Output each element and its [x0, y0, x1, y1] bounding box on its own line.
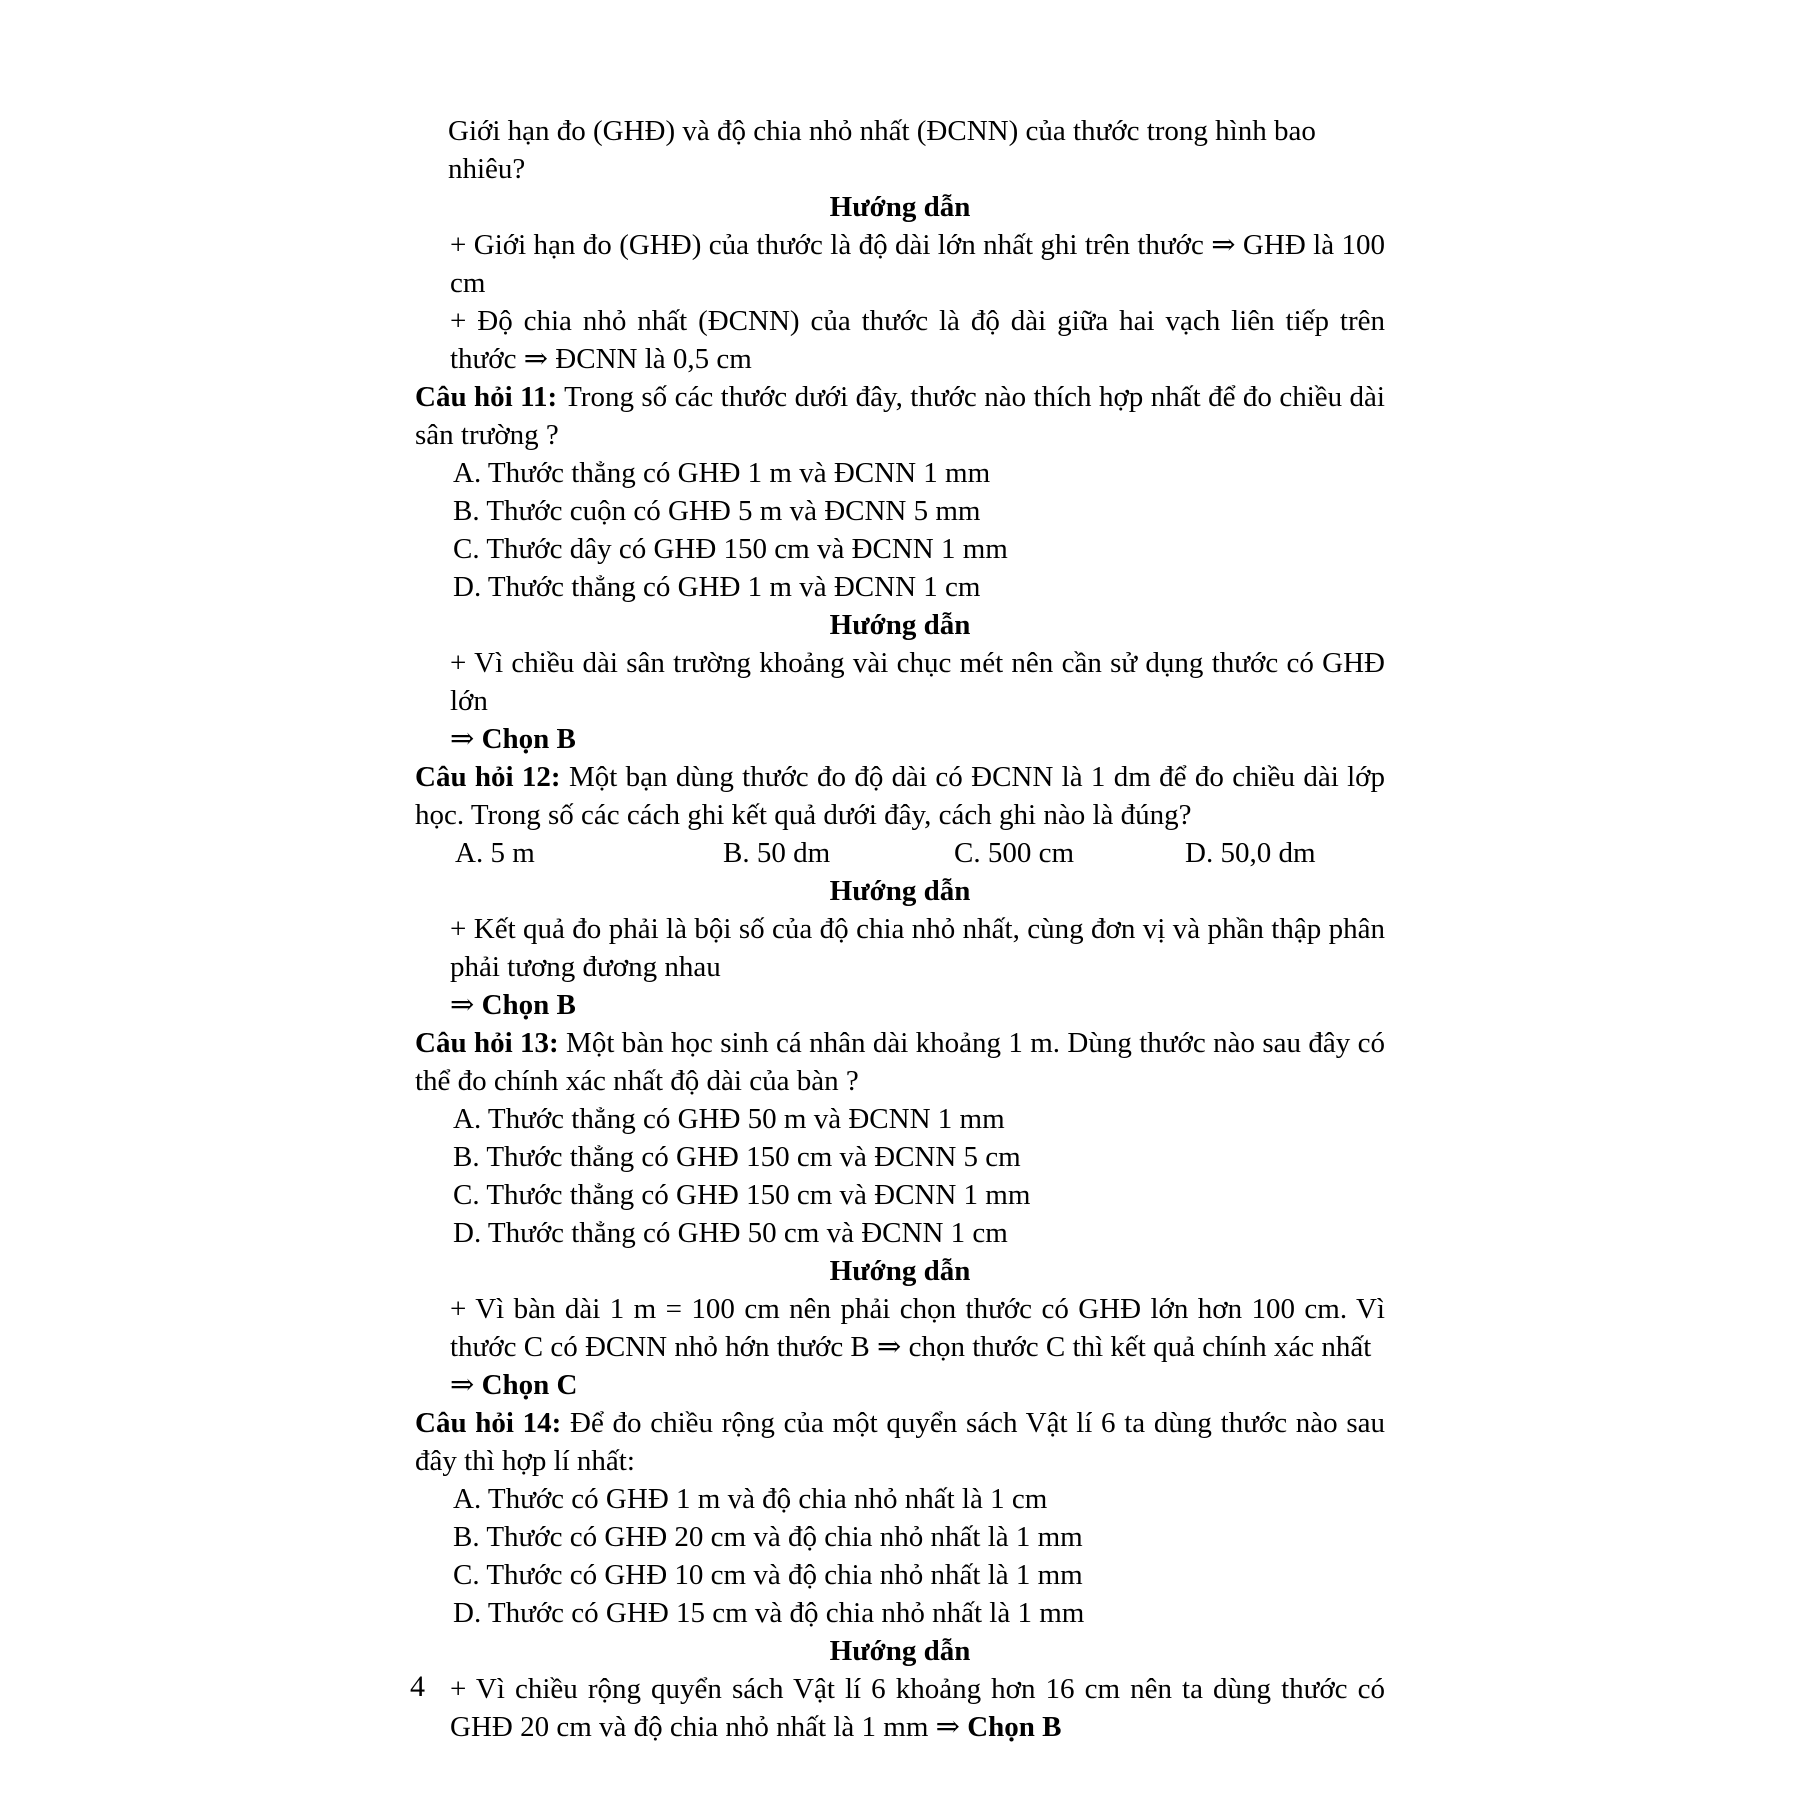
option-d: D. 50,0 dm	[1185, 837, 1316, 869]
question-text: Trong số các thước dưới đây, thước nào thích hợp nhất để đo chiều dài sân trường ?	[415, 381, 1385, 451]
solution-text: + Vì bàn dài 1 m = 100 cm nên phải chọn thước có GHĐ lớn hơn 100 cm. Vì thước C có ĐCNN nhỏ hớn thước B ⇒ chọn thước C thì kết quả chính xác nhất	[450, 1293, 1385, 1363]
intro-solution-line-2: + Độ chia nhỏ nhất (ĐCNN) của thước là độ dài giữa hai vạch liên tiếp trên thước ⇒ ĐCNN là 0,5 cm	[450, 305, 1385, 375]
answer-text: Chọn B	[481, 723, 576, 755]
implies-arrow-icon: ⇒	[450, 1369, 475, 1401]
question-block-13	[415, 1024, 1385, 1404]
option-a: A. Thước thẳng có GHĐ 50 m và ĐCNN 1 mm	[453, 1103, 1005, 1135]
option-a: A. 5 m	[455, 837, 535, 869]
question-paragraph	[415, 1404, 1385, 1480]
option-b: B. Thước có GHĐ 20 cm và độ chia nhỏ nhất là 1 mm	[453, 1521, 1083, 1553]
question-paragraph	[415, 378, 1385, 454]
page-content	[415, 112, 1385, 1746]
question-block-14	[415, 1404, 1385, 1746]
option-b: B. Thước thẳng có GHĐ 150 cm và ĐCNN 5 cm	[453, 1141, 1021, 1173]
solution-text: + Kết quả đo phải là bội số của độ chia nhỏ nhất, cùng đơn vị và phần thập phân phải tương đương nhau	[450, 913, 1385, 983]
guide-heading: Hướng dẫn	[829, 609, 971, 641]
question-label: Câu hỏi 14:	[415, 1407, 562, 1439]
option-c: C. 500 cm	[954, 837, 1075, 869]
implies-arrow-icon: ⇒	[450, 723, 475, 755]
option-d: D. Thước thẳng có GHĐ 50 cm và ĐCNN 1 cm	[453, 1217, 1008, 1249]
option-b: B. 50 dm	[723, 837, 831, 869]
answer-text: Chọn B	[967, 1711, 1062, 1743]
option-d: D. Thước có GHĐ 15 cm và độ chia nhỏ nhất là 1 mm	[453, 1597, 1085, 1629]
question-text: Một bàn học sinh cá nhân dài khoảng 1 m. Dùng thước nào sau đây có thể đo chính xác nhất độ dài của bàn ?	[415, 1027, 1385, 1097]
question-text: Để đo chiều rộng của một quyển sách Vật lí 6 ta dùng thước nào sau đây thì hợp lí nhất:	[415, 1407, 1385, 1477]
intro-question-tail: Giới hạn đo (GHĐ) và độ chia nhỏ nhất (ĐCNN) của thước trong hình bao nhiêu?	[448, 115, 1316, 185]
question-label: Câu hỏi 11:	[415, 381, 558, 413]
question-block-12	[415, 758, 1385, 1024]
solution-with-inline-answer	[450, 1670, 1385, 1746]
option-c: C. Thước dây có GHĐ 150 cm và ĐCNN 1 mm	[453, 533, 1008, 565]
answer-text: Chọn B	[481, 989, 576, 1021]
option-c: C. Thước thẳng có GHĐ 150 cm và ĐCNN 1 mm	[453, 1179, 1031, 1211]
answer-line	[450, 986, 1385, 1024]
option-c: C. Thước có GHĐ 10 cm và độ chia nhỏ nhất là 1 mm	[453, 1559, 1083, 1591]
question-paragraph	[415, 1024, 1385, 1100]
guide-heading: Hướng dẫn	[829, 875, 971, 907]
solution-text: + Vì chiều rộng quyển sách Vật lí 6 khoảng hơn 16 cm nên ta dùng thước có GHĐ 20 cm và độ chia nhỏ nhất là 1 mm	[450, 1673, 1385, 1743]
guide-heading: Hướng dẫn	[829, 191, 971, 223]
question-text: Một bạn dùng thước đo độ dài có ĐCNN là 1 dm để đo chiều dài lớp học. Trong số các cách ghi kết quả dưới đây, cách ghi nào là đúng?	[415, 761, 1385, 831]
question-label: Câu hỏi 12:	[415, 761, 561, 793]
question-paragraph	[415, 758, 1385, 834]
answer-text: Chọn C	[481, 1369, 578, 1401]
answer-line	[450, 1366, 1385, 1404]
options-row	[455, 834, 1385, 872]
option-b: B. Thước cuộn có GHĐ 5 m và ĐCNN 5 mm	[453, 495, 981, 527]
question-label: Câu hỏi 13:	[415, 1027, 559, 1059]
option-a: A. Thước có GHĐ 1 m và độ chia nhỏ nhất là 1 cm	[453, 1483, 1048, 1515]
implies-arrow-icon: ⇒	[450, 989, 475, 1021]
guide-heading: Hướng dẫn	[829, 1635, 971, 1667]
solution-text: + Vì chiều dài sân trường khoảng vài chục mét nên cần sử dụng thước có GHĐ lớn	[450, 647, 1385, 717]
question-block-11	[415, 378, 1385, 758]
option-a: A. Thước thẳng có GHĐ 1 m và ĐCNN 1 mm	[453, 457, 991, 489]
guide-heading: Hướng dẫn	[829, 1255, 971, 1287]
answer-line	[450, 720, 1385, 758]
intro-solution-line-1: + Giới hạn đo (GHĐ) của thước là độ dài lớn nhất ghi trên thước ⇒ GHĐ là 100 cm	[450, 229, 1385, 299]
implies-arrow-icon: ⇒	[935, 1711, 960, 1743]
page-number: 4	[410, 1670, 425, 1703]
option-d: D. Thước thẳng có GHĐ 1 m và ĐCNN 1 cm	[453, 571, 981, 603]
